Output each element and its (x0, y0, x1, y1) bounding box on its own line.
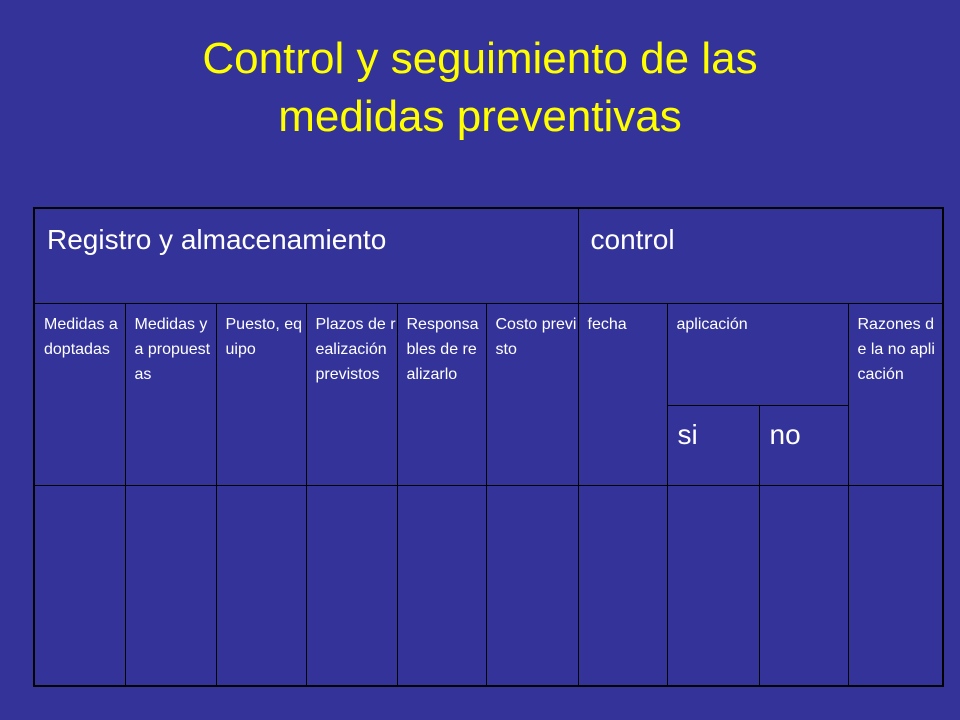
table-cell-empty[interactable] (848, 485, 943, 686)
table-cell-empty[interactable] (34, 485, 125, 686)
slide-title (0, 30, 960, 146)
header-control: control (578, 208, 943, 303)
col-aplicacion: aplicación (667, 303, 848, 405)
slide-title-line-1: Control y seguimiento de las (202, 34, 758, 83)
table-cell-empty[interactable] (759, 485, 848, 686)
table-cell-empty[interactable] (397, 485, 486, 686)
col-aplicacion-si: si (667, 405, 759, 485)
col-fecha: fecha (578, 303, 667, 485)
col-responsables: Responsables de realizarlo (397, 303, 486, 485)
group-header-row (34, 208, 943, 303)
col-plazos: Plazos de realización previstos (306, 303, 397, 485)
table-cell-empty[interactable] (306, 485, 397, 686)
col-medidas-propuestas: Medidas ya propuestas (125, 303, 216, 485)
header-registro-almacenamiento: Registro y almacenamiento (34, 208, 578, 303)
table-cell-empty[interactable] (125, 485, 216, 686)
table-cell-empty[interactable] (667, 485, 759, 686)
control-table (33, 207, 944, 687)
table-cell-empty[interactable] (486, 485, 578, 686)
col-costo: Costo previsto (486, 303, 578, 485)
data-row (34, 485, 943, 686)
col-aplicacion-no: no (759, 405, 848, 485)
col-razones: Razones de la no aplicación (848, 303, 943, 485)
column-header-row (34, 303, 943, 405)
col-puesto-equipo: Puesto, equipo (216, 303, 306, 485)
table-cell-empty[interactable] (216, 485, 306, 686)
table-cell-empty[interactable] (578, 485, 667, 686)
slide-title-line-2: medidas preventivas (278, 92, 682, 141)
col-medidas-adoptadas: Medidas adoptadas (34, 303, 125, 485)
